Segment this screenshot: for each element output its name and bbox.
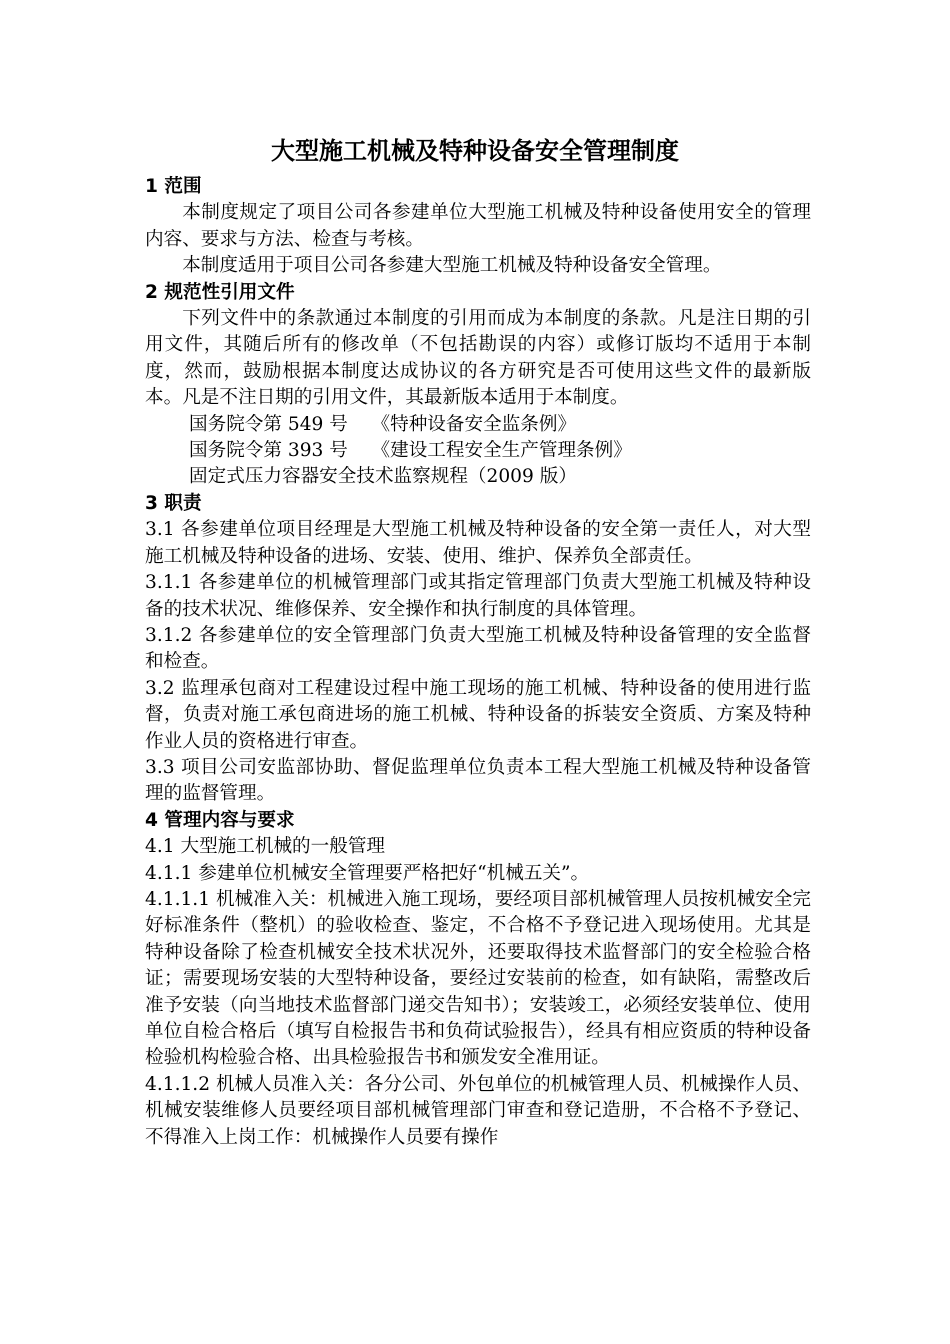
paragraph: 下列文件中的条款通过本制度的引用而成为本制度的条款。凡是注日期的引用文件，其随后所有的修改单（不包括勘误的内容）或修订版均不适用于本制度，然而，鼓励根据本制度达成协议的各方研究是否可使用这些文件的最新版本。凡是不注日期的引用文件，其最新版本适用于本制度。 xyxy=(145,308,811,409)
section-heading: 2 规范性引用文件 xyxy=(145,281,295,303)
clause: 3.1.2 各参建单位的安全管理部门负责大型施工机械及特种设备管理的安全监督和检查。 xyxy=(145,624,811,673)
document-body xyxy=(145,174,811,1151)
reference-item: 国务院令第 549 号 《特种设备安全监条例》 xyxy=(189,413,577,435)
section-heading: 1 范围 xyxy=(145,176,202,197)
clause: 4.1 大型施工机械的一般管理 xyxy=(145,836,386,858)
section-heading: 4 管理内容与要求 xyxy=(145,809,295,831)
clause: 4.1.1 参建单位机械安全管理要严格把好“机械五关”。 xyxy=(145,862,590,884)
clause: 3.1 各参建单位项目经理是大型施工机械及特种设备的安全第一责任人，对大型施工机械及特种设备的进场、安装、使用、维护、保养负全部责任。 xyxy=(145,519,811,567)
clause: 3.3 项目公司安监部协助、督促监理单位负责本工程大型施工机械及特种设备管理的监督管理。 xyxy=(145,756,811,805)
paragraph: 本制度适用于项目公司各参建大型施工机械及特种设备安全管理。 xyxy=(182,255,722,277)
reference-item: 国务院令第 393 号 《建设工程安全生产管理条例》 xyxy=(189,440,632,462)
section-heading: 3 职责 xyxy=(145,492,202,514)
document-title: 大型施工机械及特种设备安全管理制度 xyxy=(271,137,679,165)
clause: 4.1.1.2 机械人员准入关：各分公司、外包单位的机械管理人员、机械操作人员、机械安装维修人员要经项目部机械管理部门审查和登记造册，不合格不予登记、不得准入上岗工作：机械操作人员要有操作 xyxy=(145,1073,811,1148)
paragraph: 本制度规定了项目公司各参建单位大型施工机械及特种设备使用安全的管理内容、要求与方法、检查与考核。 xyxy=(145,202,811,250)
clause: 3.1.1 各参建单位的机械管理部门或其指定管理部门负责大型施工机械及特种设备的技术状况、维修保养、安全操作和执行制度的具体管理。 xyxy=(145,572,811,620)
reference-item: 固定式压力容器安全技术监察规程（2009 版） xyxy=(189,466,577,488)
clause: 3.2 监理承包商对工程建设过程中施工现场的施工机械、特种设备的使用进行监督，负责对施工承包商进场的施工机械、特种设备的拆装安全资质、方案及特种作业人员的资格进行审查。 xyxy=(145,677,811,752)
clause: 4.1.1.1 机械准入关：机械进入施工现场，要经项目部机械管理人员按机械安全完好标准条件（整机）的验收检查、鉴定，不合格不予登记进入现场使用。尤其是特种设备除了检查机械安全技术状况外，还要取得技术监督部门的安全检验合格证；需要现场安装的大型特种设备，要经过安装前的检查，如有缺陷，需整改后准予安装（向当地技术监督部门递交告知书）；安装竣工，必须经安装单位、使用单位自检合格后（填写自检报告书和负荷试验报告），经具有相应资质的特种设备检验机构检验合格、出具检验报告书和颁发安全准用证。 xyxy=(145,888,811,1069)
